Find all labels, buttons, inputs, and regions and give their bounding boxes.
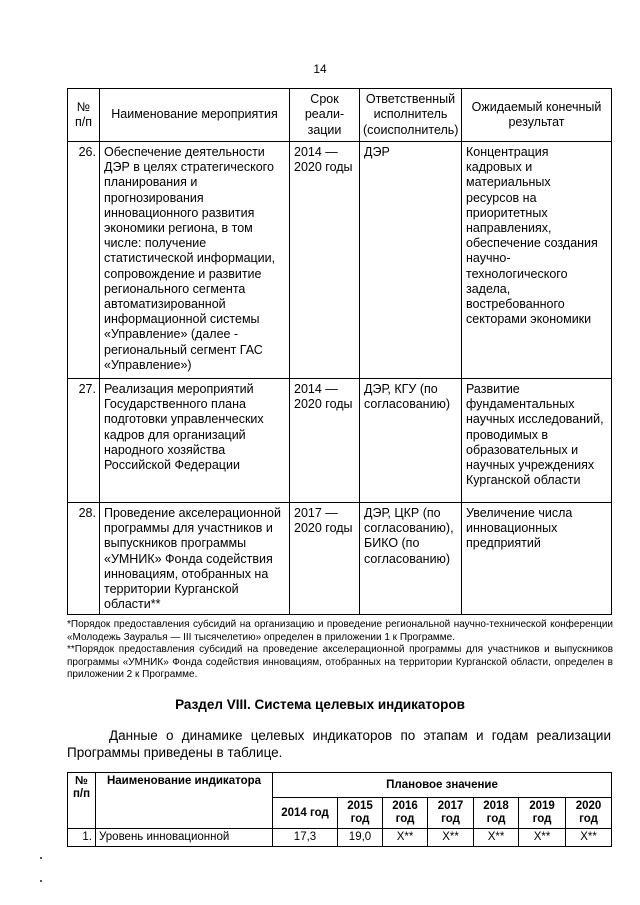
year-header: 2019 год xyxy=(519,798,566,829)
row-executor: ДЭР, ЦКР (по согласованию), БИКО (по согласованию) xyxy=(360,503,462,615)
footnote: *Порядок предоставления субсидий на организацию и проведение региональной научно-технической конференции «Молодежь Зауралья — III тысячелетию» определен в приложении 1 к Программе. xyxy=(67,619,613,643)
indicator-value: X** xyxy=(566,829,612,847)
header-result: Ожидаемый конечный результат xyxy=(462,89,612,142)
table-row xyxy=(68,503,612,615)
indicator-value: X** xyxy=(428,829,474,847)
scan-mark xyxy=(40,880,42,882)
indicator-value: X** xyxy=(474,829,519,847)
row-num: 27. xyxy=(68,379,100,503)
row-result: Развитие фундаментальных научных исследований, проводимых в образовательных и научных учреждениях Курганской области xyxy=(462,379,612,503)
year-header: 2016 год xyxy=(383,798,428,829)
header-num: № п/п xyxy=(68,89,100,142)
indicator-value: X** xyxy=(519,829,566,847)
activities-table xyxy=(67,88,612,615)
year-header: 2015 год xyxy=(338,798,383,829)
indicators-header-name: Наименование индикатора xyxy=(96,773,273,829)
header-term: Срок реали-зации xyxy=(290,89,360,142)
year-header: 2017 год xyxy=(428,798,474,829)
section-title: Раздел VIII. Система целевых индикаторов xyxy=(175,697,465,712)
intro-paragraph: Данные о динамике целевых индикаторов по этапам и годам реализации Программы приведены в таблице. xyxy=(67,728,611,760)
header-name: Наименование мероприятия xyxy=(100,89,290,142)
indicators-header-planned: Плановое значение xyxy=(273,773,612,798)
row-executor: ДЭР xyxy=(360,142,462,379)
table-row xyxy=(68,829,612,847)
header-executor: Ответственный исполнитель (соисполнитель) xyxy=(360,89,462,142)
row-term: 2014 — 2020 годы xyxy=(290,379,360,503)
row-num: 28. xyxy=(68,503,100,615)
year-header: 2018 год xyxy=(474,798,519,829)
scan-mark xyxy=(40,857,42,859)
year-header: 2014 год xyxy=(273,798,338,829)
row-result: Концентрация кадровых и материальных ресурсов на приоритетных направлениях, обеспечение создания научно-технологического задела, востребованного секторами экономики xyxy=(462,142,612,379)
indicator-num: 1. xyxy=(68,829,96,847)
indicator-name: Уровень инновационной xyxy=(96,829,273,847)
row-term: 2017 — 2020 годы xyxy=(290,503,360,615)
indicators-table xyxy=(67,772,612,847)
page-number: 14 xyxy=(313,62,327,76)
table-row xyxy=(68,142,612,379)
indicator-value: 17,3 xyxy=(273,829,338,847)
row-result: Увеличение числа инновационных предприятий xyxy=(462,503,612,615)
indicator-value: 19,0 xyxy=(338,829,383,847)
footnote: **Порядок предоставления субсидий на проведение акселерационной программы для участников и выпускников программы «УМНИК» Фонда содействия инновациям, отобранных на территории Курганской области, определен в приложении 2 к Программе. xyxy=(67,644,613,680)
row-executor: ДЭР, КГУ (по согласованию) xyxy=(360,379,462,503)
row-name: Проведение акселерационной программы для участников и выпускников программы «УМНИК» Фонда содействия инновациям, отобранных на территории Курганской области** xyxy=(100,503,290,615)
indicators-header-row xyxy=(68,773,612,798)
table-header-row xyxy=(68,89,612,142)
row-num: 26. xyxy=(68,142,100,379)
row-term: 2014 — 2020 годы xyxy=(290,142,360,379)
indicators-header-num: № п/п xyxy=(68,773,96,829)
footnotes xyxy=(67,619,613,682)
table-row xyxy=(68,379,612,503)
row-name: Реализация мероприятий Государственного плана подготовки управленческих кадров для организаций народного хозяйства Российской Федерации xyxy=(100,379,290,503)
indicator-value: X** xyxy=(383,829,428,847)
row-name: Обеспечение деятельности ДЭР в целях стратегического планирования и прогнозирования инновационного развития экономики региона, в том числе: получение статистической информации, сопровождение и развитие регионального сегмента автоматизированной информационной системы «Управление» (далее - региональный сегмент ГАС «Управление») xyxy=(100,142,290,379)
year-header: 2020 год xyxy=(566,798,612,829)
